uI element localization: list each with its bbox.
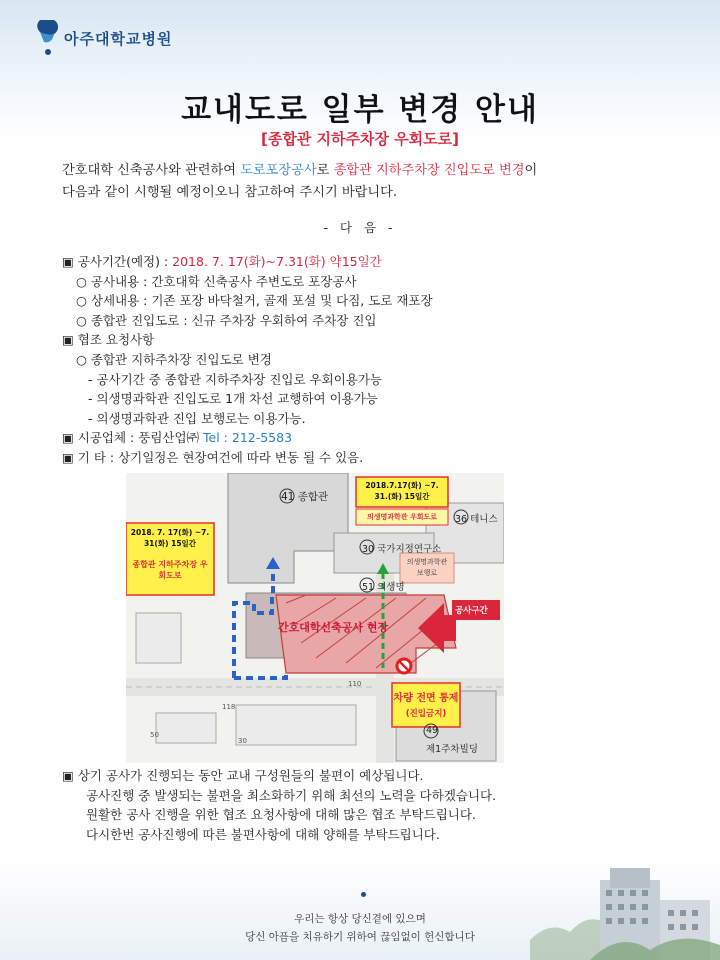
map-label-site: 간호대학신축공사 현장	[278, 621, 389, 634]
map-box-top-date: 2018.7.17(화) ~7. 31.(화) 15일간	[365, 481, 439, 501]
footer-dot-icon	[361, 892, 366, 897]
intro-text: 로	[316, 163, 334, 178]
intro-highlight-red: 종합관 지하주차장 진입도로 변경	[333, 163, 525, 178]
hospital-logo-icon	[36, 18, 58, 58]
map-box-top-desc: 의생명과학관 우회도로	[366, 513, 438, 521]
map-label-bld51: 51 의생명	[362, 582, 405, 593]
coop-item: - 공사기간 중 종합관 지하주차장 진입로 우회이용가능	[88, 371, 383, 387]
site-map-drawing	[126, 473, 504, 763]
map-label-bld30: 30 국가지정연구소	[362, 544, 442, 555]
section-separator: - 다 음 -	[323, 220, 397, 235]
hospital-building-image	[530, 860, 720, 960]
closing-line: 공사진행 중 발생되는 불편을 최소화하기 위해 최선의 노력을 다하겠습니다.	[86, 787, 497, 803]
site-map	[126, 473, 504, 763]
page-subtitle: [종합관 지하주차장 우회도로]	[260, 130, 460, 148]
map-label-lab: 의생명과학관 보행로	[406, 558, 448, 577]
map-label-bld41: 41 종합관	[281, 491, 329, 503]
map-box-left-date: 2018. 7. 17(화) ~7. 31(화) 15일간	[130, 528, 210, 548]
map-road-118: 118	[222, 703, 236, 711]
period-value: 2018. 7. 17(화)~7.31(화) 약15일간	[172, 254, 382, 269]
no-entry-icon	[397, 659, 411, 673]
map-label-parking: 제1주차빌딩	[426, 744, 478, 755]
hospital-name: 아주대학교병원	[64, 29, 173, 48]
map-label-construction: 공사구간	[455, 606, 488, 616]
etc-item: ▣ 기 타 : 상기일정은 현장여건에 따라 변동 될 수 있음.	[62, 449, 364, 465]
page-title: 교내도로 일부 변경 안내	[181, 92, 539, 128]
period-item	[62, 252, 702, 272]
intro-paragraph	[62, 160, 702, 204]
contractor-label: ▣ 시공업체 : 풍림산업㈜	[62, 430, 204, 446]
coop-sub: ○ 종합관 지하주차장 진입도로 변경	[76, 351, 272, 367]
map-box-bottom: 차량 전면 통제	[393, 693, 459, 704]
map-box-left-desc: 종합관 지하주차장 우회도로	[132, 560, 208, 580]
closing-paragraph	[62, 766, 702, 844]
map-road-50: 50	[150, 731, 159, 739]
closing-line: 원활한 공사 진행을 위한 협조 요청사항에 대해 많은 협조 부탁드립니다.	[86, 807, 476, 823]
map-label-bld36: 36 테니스	[455, 514, 498, 525]
intro-text: 간호대학 신축공사와 관련하여	[62, 163, 241, 178]
coop-item: - 의생명과학관 진입 보행로는 이용가능.	[88, 410, 306, 426]
intro-line2: 다음과 같이 시행될 예정이오니 참고하여 주시기 바랍니다.	[62, 185, 398, 200]
closing-line: ▣ 상기 공사가 진행되는 동안 교내 구성원들의 불편이 예상됩니다.	[62, 768, 424, 783]
closing-line: 다시한번 공사진행에 따른 불편사항에 대해 양해를 부탁드립니다.	[86, 826, 440, 842]
hospital-logo	[36, 18, 172, 58]
contractor-tel: Tel : 212-5583	[203, 430, 293, 446]
detail-item: ○ 상세내용 : 기존 포장 바닥철거, 골재 포설 및 다짐, 도로 재포장	[76, 293, 433, 309]
intro-text: 이	[524, 163, 538, 178]
entrance-item: ○ 종합관 진입도로 : 신규 주차장 우회하여 주차장 진입	[76, 312, 377, 328]
coop-item: - 의생명과학관 진입도로 1개 차선 교행하여 이용가능	[88, 391, 378, 407]
contractor-item	[62, 428, 702, 448]
map-box-bottom-sub: (진입금지)	[405, 709, 447, 719]
details-list	[62, 252, 702, 468]
map-road-30: 30	[238, 737, 247, 745]
footer-line2: 당신 아픔을 치유하기 위하여 끊임없이 헌신합니다	[245, 931, 475, 943]
footer-line1: 우리는 항상 당신곁에 있으며	[294, 913, 426, 925]
map-label-bld49: 49	[426, 725, 439, 736]
content-item: ○ 공사내용 : 간호대학 신축공사 주변도로 포장공사	[76, 273, 357, 289]
map-road-110: 110	[348, 680, 362, 688]
coop-header: ▣ 협조 요청사항	[62, 332, 155, 348]
period-label: ▣ 공사기간(예정) :	[62, 254, 173, 269]
footer-slogan	[180, 910, 540, 946]
intro-highlight-blue: 도로포장공사	[240, 163, 317, 178]
